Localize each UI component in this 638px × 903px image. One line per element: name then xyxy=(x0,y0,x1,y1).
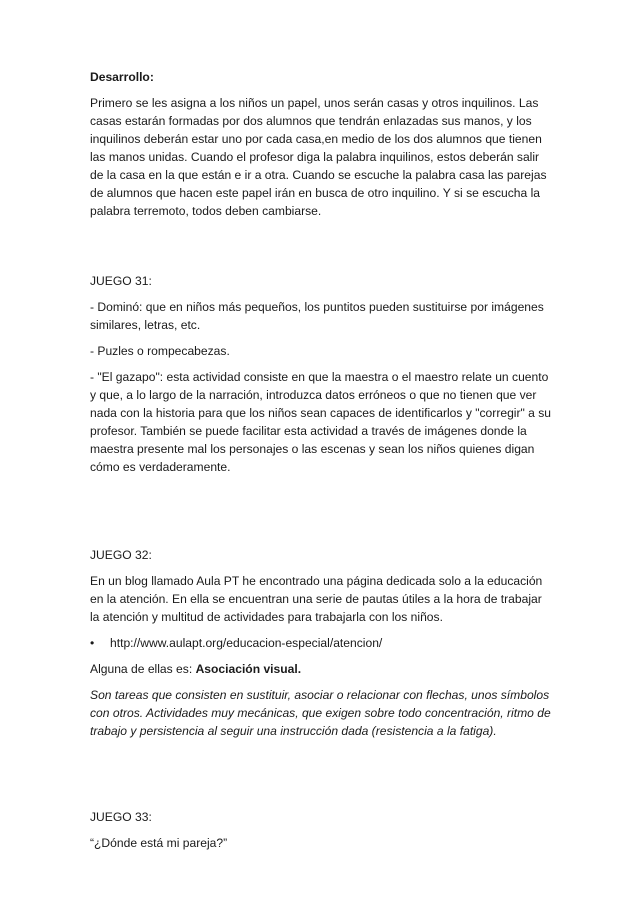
spacer xyxy=(90,484,552,546)
juego31-item-domino: - Dominó: que en niños más pequeños, los puntitos pueden sustituirse por imágenes similares, letras, etc. xyxy=(90,300,544,332)
juego31-heading: JUEGO 31: xyxy=(90,274,152,288)
juego32-italic-description: Son tareas que consisten en sustituir, asociar o relacionar con flechas, unos símbolos con otros. Actividades muy mecánicas, que exigen sobre todo concentración, ritmo de trabajo y persistencia al seguir una instrucción dada (resistencia a la fatiga). xyxy=(90,688,551,738)
link-list-item xyxy=(90,634,552,652)
juego33-heading: JUEGO 33: xyxy=(90,810,152,824)
spacer xyxy=(90,748,552,808)
spacer xyxy=(90,228,552,272)
examples-prefix: Alguna de ellas es: xyxy=(90,662,196,676)
desarrollo-body: Primero se les asigna a los niños un papel, unos serán casas y otros inquilinos. Las casas estarán formadas por dos alumnos que tendrán enlazadas sus manos, y los inquilinos deberán estar uno por cada casa,en medio de los dos alumnos que tienen las manos unidas. Cuando el profesor diga la palabra inquilinos, estos deberán salir de la casa en la que están e ir a otra. Cuando se escuche la palabra casa las parejas de alumnos que hacen este papel irán en busca de otro inquilino. Y si se escucha la palabra terremoto, todos deben cambiarse. xyxy=(90,96,547,218)
bullet-icon: • xyxy=(90,636,95,650)
juego32-heading: JUEGO 32: xyxy=(90,548,152,562)
juego32-intro: En un blog llamado Aula PT he encontrado una página dedicada solo a la educación en la atención. En ella se encuentran una serie de pautas útiles a la hora de trabajar la atención y multitud de actividades para trabajarla con los niños. xyxy=(90,574,543,624)
document-page xyxy=(90,68,552,860)
juego31-item-gazapo: - "El gazapo": esta actividad consiste en que la maestra o el maestro relate un cuento y que, a lo largo de la narración, introduzca datos erróneos o que no tienen que ver nada con la historia para que los niños sean capaces de identificarlos y "corregir" a su profesor. También se puede facilitar esta actividad a través de imágenes donde la maestra presente mal los personajes o las escenas y sean los niños quienes digan cómo es verdaderamente. xyxy=(90,370,552,474)
aulapt-link[interactable]: http://www.aulapt.org/educacion-especial/atencion/ xyxy=(110,636,383,650)
examples-bold-title: Asociación visual. xyxy=(195,662,302,676)
juego32-examples xyxy=(90,660,552,678)
juego33-quote: “¿Dónde está mi pareja?” xyxy=(90,836,228,850)
desarrollo-heading: Desarrollo: xyxy=(90,70,154,84)
juego31-item-puzles: - Puzles o rompecabezas. xyxy=(90,344,230,358)
